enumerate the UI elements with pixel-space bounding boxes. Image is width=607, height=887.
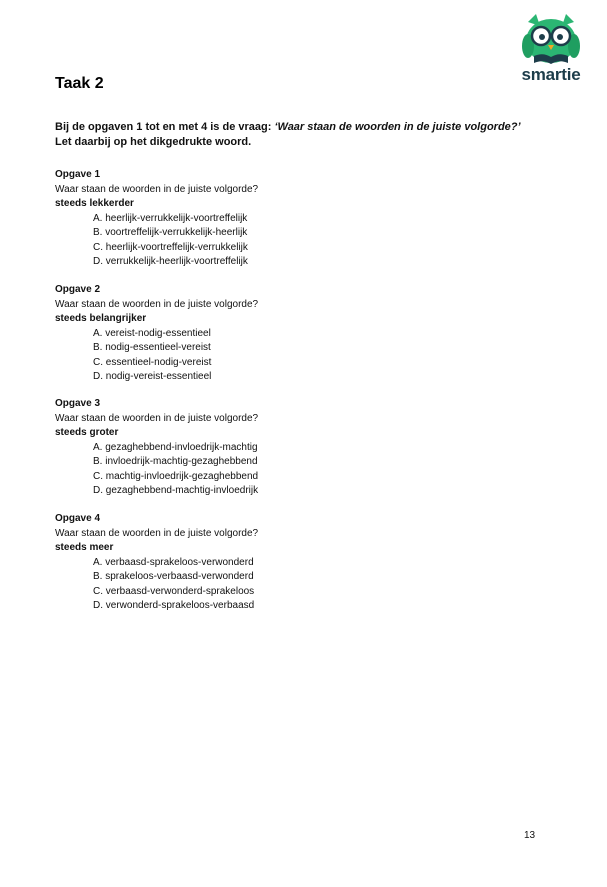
answer-option: C. essentieel-nodig-vereist — [93, 356, 212, 368]
question-title: Opgave 1 — [55, 169, 101, 180]
question-block — [55, 397, 555, 499]
question-keyword: steeds belangrijker — [55, 313, 147, 324]
question-block — [55, 168, 555, 270]
answer-option: A. gezaghebbend-invloedrijk-machtig — [93, 441, 258, 453]
question-prompt: Waar staan de woorden in de juiste volgorde? — [55, 412, 259, 424]
answer-option: B. invloedrijk-machtig-gezaghebbend — [93, 456, 258, 467]
question-block — [55, 283, 555, 385]
answer-option: B. sprakeloos-verbaasd-verwonderd — [93, 571, 254, 582]
question-title: Opgave 3 — [55, 398, 101, 409]
answer-option: D. verwonderd-sprakeloos-verbaasd — [93, 600, 255, 611]
question-prompt: Waar staan de woorden in de juiste volgorde? — [55, 298, 259, 310]
page-title: Taak 2 — [55, 75, 104, 92]
answer-option: A. vereist-nodig-essentieel — [93, 327, 211, 339]
answer-option: A. verbaasd-sprakeloos-verwonderd — [93, 556, 254, 568]
answer-options — [55, 556, 555, 614]
question-keyword: steeds lekkerder — [55, 198, 134, 209]
answer-options — [55, 327, 555, 385]
answer-option: D. verrukkelijk-heerlijk-voortreffelijk — [93, 256, 248, 267]
instructions-prefix: Bij de opgaven 1 tot en met 4 is de vraag: — [55, 121, 275, 133]
answer-option: D. nodig-vereist-essentieel — [93, 371, 212, 382]
question-block — [55, 512, 555, 614]
question-prompt: Waar staan de woorden in de juiste volgorde? — [55, 527, 259, 539]
answer-option: D. gezaghebbend-machtig-invloedrijk — [93, 485, 259, 496]
instructions — [55, 120, 575, 150]
logo-wordmark: smartie — [521, 65, 581, 84]
answer-option: B. voortreffelijk-verrukkelijk-heerlijk — [93, 227, 248, 238]
instructions-note: Let daarbij op het dikgedrukte woord. — [55, 136, 252, 148]
question-keyword: steeds meer — [55, 542, 114, 553]
answer-option: C. heerlijk-voortreffelijk-verrukkelijk — [93, 241, 248, 253]
question-title: Opgave 2 — [55, 284, 101, 295]
question-keyword: steeds groter — [55, 427, 119, 438]
answer-options — [55, 212, 555, 270]
question-title: Opgave 4 — [55, 513, 101, 524]
answer-option: C. verbaasd-verwonderd-sprakeloos — [93, 585, 255, 597]
question-prompt: Waar staan de woorden in de juiste volgorde? — [55, 183, 259, 195]
instructions-question: ‘Waar staan de woorden in de juiste volgorde?’ — [274, 121, 521, 133]
smartie-logo — [516, 14, 586, 86]
answer-options — [55, 441, 555, 499]
answer-option: B. nodig-essentieel-vereist — [93, 342, 211, 353]
page-number: 13 — [524, 830, 536, 841]
answer-option: C. machtig-invloedrijk-gezaghebbend — [93, 470, 259, 482]
owl-icon — [516, 14, 586, 66]
answer-option: A. heerlijk-verrukkelijk-voortreffelijk — [93, 212, 248, 224]
